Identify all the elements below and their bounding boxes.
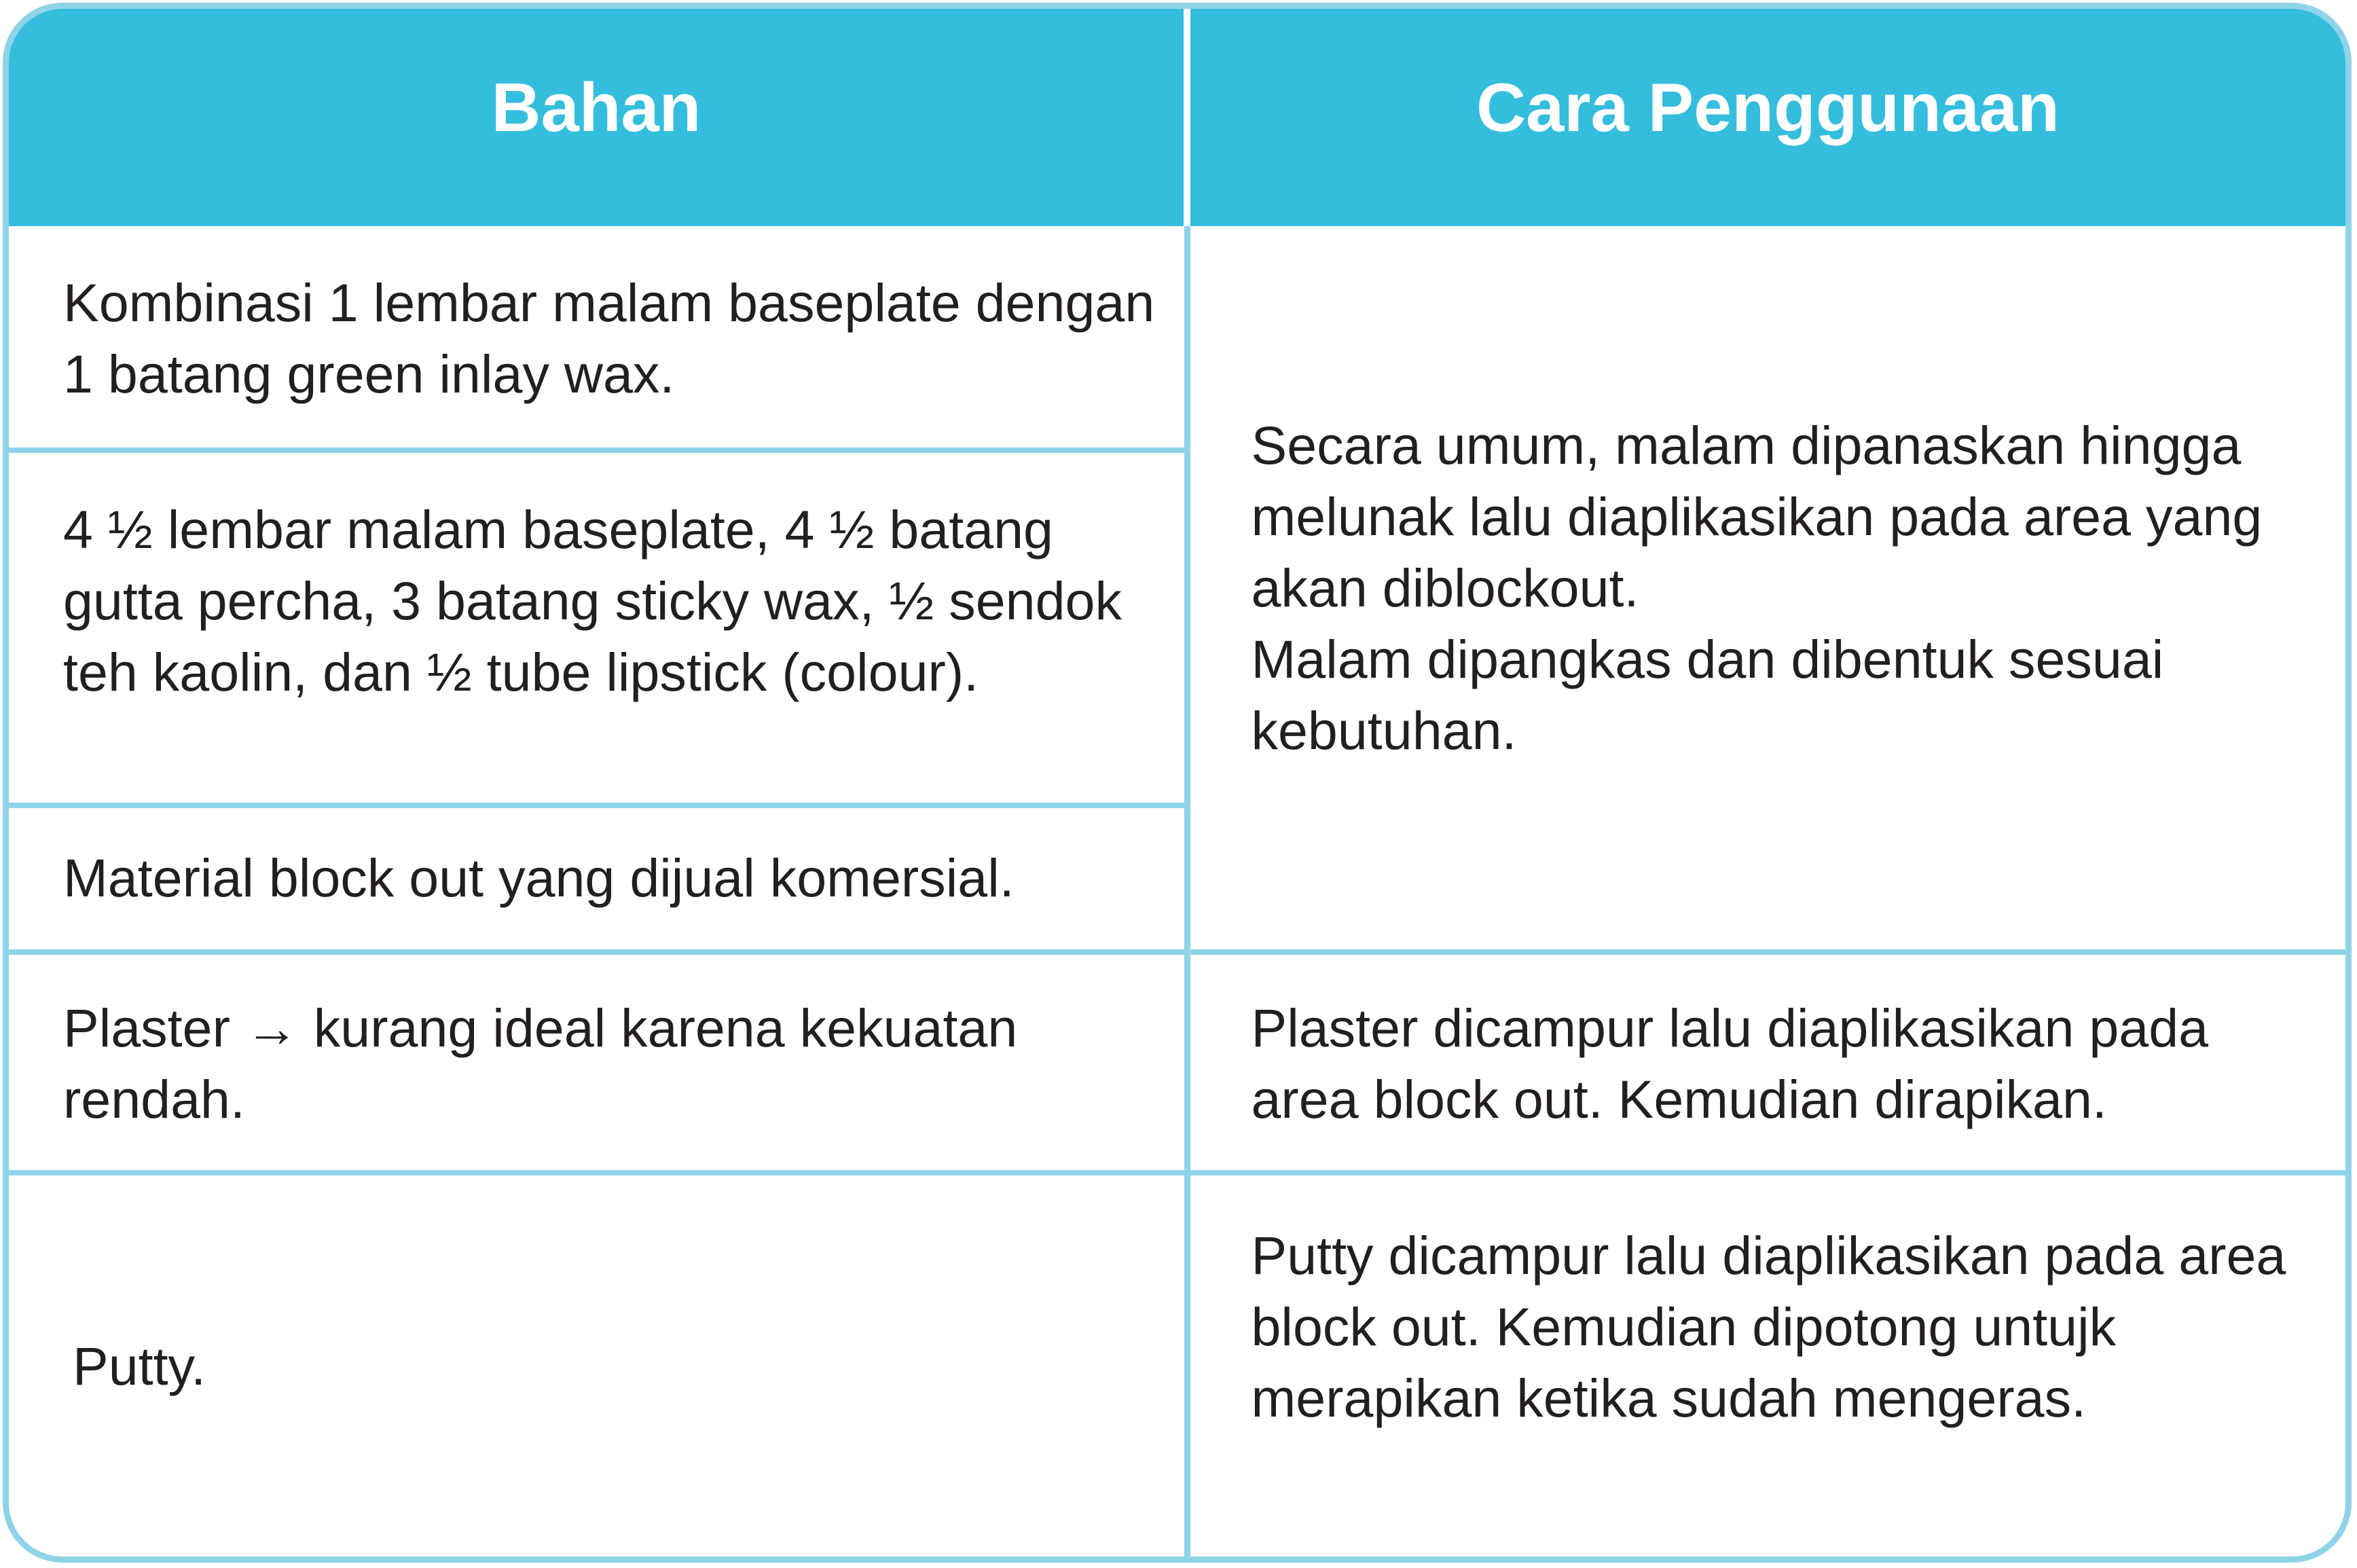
cara-cell: Putty dicampur lalu diaplikasikan pada area block out. Kemudian dipotong untujk merapikan ketika sudah mengeras. <box>1187 1173 2345 1556</box>
cara-cell: Plaster dicampur lalu diaplikasikan pada area block out. Kemudian dirapikan. <box>1187 952 2345 1173</box>
table-row <box>9 1173 2345 1556</box>
header-cara-penggunaan: Cara Penggunaan <box>1187 9 2345 226</box>
table-row <box>9 226 2345 450</box>
materials-table-grid <box>9 9 2345 1556</box>
header-bahan: Bahan <box>9 9 1187 226</box>
table-header-row <box>9 9 2345 226</box>
table-row <box>9 952 2345 1173</box>
cara-cell-shared <box>1187 226 2345 952</box>
bahan-cell: Kombinasi 1 lembar malam baseplate dengan 1 batang green inlay wax. <box>63 272 1155 404</box>
bahan-cell: Material block out yang dijual komersial. <box>9 805 1187 952</box>
bahan-cell: Putty. <box>9 1173 1187 1556</box>
cara-shared-line1: Secara umum, malam dipanaskan hingga melunak lalu diaplikasikan pada area yang akan diblockout. <box>1251 415 2263 618</box>
bahan-cell: 4 ½ lembar malam baseplate, 4 ½ batang gutta percha, 3 batang sticky wax, ½ sendok teh kaolin, dan ½ tube lipstick (colour). <box>9 450 1187 805</box>
bahan-cell: Plaster → kurang ideal karena kekuatan rendah. <box>9 952 1187 1173</box>
cara-shared-line2: Malam dipangkas dan dibentuk sesuai kebutuhan. <box>1251 629 2164 761</box>
materials-table <box>3 3 2352 1563</box>
